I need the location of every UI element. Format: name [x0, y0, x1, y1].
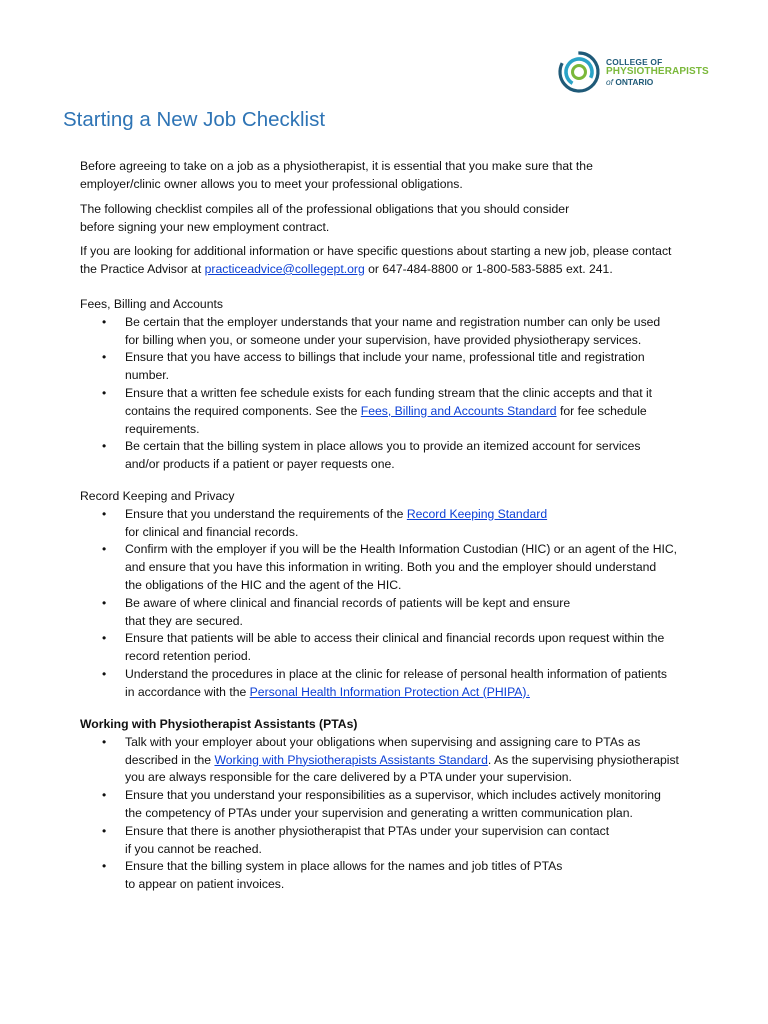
college-logo-emblem-icon — [556, 49, 602, 95]
list-item — [80, 823, 720, 859]
intro-p3-line-1: If you are looking for additional information or have specific questions about starting a new job, please contact — [80, 244, 672, 258]
ptas-b1-line-2-suffix: . As the supervising physiotherapist — [487, 752, 679, 767]
fees-billing-standard-link[interactable]: Fees, Billing and Accounts Standard — [360, 403, 557, 418]
fees-section — [80, 296, 720, 474]
list-item — [80, 666, 720, 702]
intro-p3-line-2-prefix: the Practice Advisor at — [80, 261, 205, 276]
ptas-b1-line-2-prefix: described in the — [125, 752, 215, 767]
records-b4-line-1: Ensure that patients will be able to access their clinical and financial records upon request within the — [125, 631, 665, 646]
fees-b1-line-1: Be certain that the employer understands that your name and registration number can only be used — [125, 314, 661, 329]
bullet-icon: • — [102, 666, 107, 681]
list-item — [80, 734, 720, 787]
ptas-b1-line-1: Talk with your employer about your obligations when supervising and assigning care to PTAs as — [125, 734, 641, 749]
intro-section — [80, 158, 720, 194]
records-b5-line-1: Understand the procedures in place at the clinic for release of personal health information of patients — [125, 666, 667, 681]
bullet-icon: • — [102, 350, 107, 365]
intro-paragraph-1 — [80, 158, 720, 194]
list-item — [80, 541, 720, 594]
intro-p1-line-1: Before agreeing to take on a job as a physiotherapist, it is essential that you make sure that the — [80, 159, 593, 173]
fees-b3-line-3: requirements. — [125, 421, 200, 436]
ptas-b4-line-2: to appear on patient invoices. — [125, 877, 285, 892]
records-b2-line-3: the obligations of the HIC and the agent of the HIC. — [125, 577, 402, 592]
list-item — [80, 314, 720, 350]
records-heading: Record Keeping and Privacy — [80, 489, 235, 503]
ptas-b2-line-1: Ensure that you understand your responsibilities as a supervisor, which includes actively monitoring — [125, 788, 661, 803]
list-item — [80, 385, 720, 438]
records-b1-line-1-prefix: Ensure that you understand the requirements of the — [125, 506, 407, 521]
pta-standard-link[interactable]: Working with Physiotherapists Assistants Standard — [214, 752, 488, 767]
records-bullet-list — [80, 506, 720, 702]
page-title: Starting a New Job Checklist — [63, 108, 326, 131]
ptas-b1-line-3: you are always responsible for the care delivered by a PTA under your supervision. — [125, 770, 572, 785]
list-item — [80, 630, 720, 666]
fees-b3-line-1: Ensure that a written fee schedule exists for each funding stream that the clinic accepts and that it — [125, 385, 653, 400]
record-keeping-standard-link[interactable]: Record Keeping Standard — [406, 506, 548, 521]
intro-paragraph-3 — [80, 243, 720, 279]
bullet-icon: • — [102, 788, 107, 803]
records-b3-line-2: that they are secured. — [125, 613, 243, 628]
fees-b4-line-1: Be certain that the billing system in place allows you to provide an itemized account for services — [125, 439, 641, 454]
records-b4-line-2: record retention period. — [125, 649, 252, 664]
fees-b2-line-1: Ensure that you have access to billings that include your name, professional title and registration — [125, 350, 645, 365]
bullet-icon: • — [102, 631, 107, 646]
ptas-section — [80, 716, 720, 894]
intro-p1-line-2: employer/clinic owner allows you to meet your professional obligations. — [80, 176, 463, 191]
list-item — [80, 858, 720, 894]
intro-p3-line-2-suffix: or 647-484-8800 or 1-800-583-5885 ext. 241. — [364, 261, 613, 276]
list-item — [80, 438, 720, 474]
fees-b3-line-2-suffix: for fee schedule — [556, 403, 647, 418]
ptas-b3-line-2: if you cannot be reached. — [125, 841, 262, 856]
intro-p2-line-1: The following checklist compiles all of the professional obligations that you should consider — [80, 202, 570, 216]
records-b2-line-1: Confirm with the employer if you will be the Health Information Custodian (HIC) or an agent of the HIC, — [125, 542, 678, 557]
records-b5-line-2-prefix: in accordance with the — [125, 684, 250, 699]
records-section — [80, 488, 720, 702]
practice-advice-email-link[interactable]: practiceadvice@collegept.org — [204, 261, 365, 276]
fees-b1-line-2: for billing when you, or someone under your supervision, have provided physiotherapy services. — [125, 332, 642, 347]
list-item — [80, 787, 720, 823]
bullet-icon: • — [102, 823, 107, 838]
records-b1-line-2: for clinical and financial records. — [125, 524, 299, 539]
records-b2-line-2: and ensure that you have this information in writing. Both you and the employer should understand — [125, 560, 657, 575]
bullet-icon: • — [102, 595, 107, 610]
list-item — [80, 595, 720, 631]
bullet-icon: • — [102, 542, 107, 557]
list-item — [80, 349, 720, 385]
ptas-b2-line-2: the competency of PTAs under your supervision and generating a written communication plan. — [125, 805, 633, 820]
bullet-icon: • — [102, 734, 107, 749]
phipa-link[interactable]: Personal Health Information Protection Act (PHIPA). — [249, 684, 530, 699]
bullet-icon: • — [102, 506, 107, 521]
bullet-icon: • — [102, 314, 107, 329]
logo-line-3-rest: ONTARIO — [615, 77, 654, 87]
records-b3-line-1: Be aware of where clinical and financial records of patients will be kept and ensure — [125, 595, 571, 610]
bullet-icon: • — [102, 859, 107, 874]
intro-section-2 — [80, 201, 720, 237]
intro-section-3 — [80, 243, 720, 279]
intro-p2-line-2: before signing your new employment contract. — [80, 219, 330, 234]
fees-heading: Fees, Billing and Accounts — [80, 297, 223, 311]
college-logo — [556, 46, 709, 98]
logo-line-3-italic: of — [606, 77, 613, 87]
fees-b2-line-2: number. — [125, 368, 170, 383]
intro-paragraph-2 — [80, 201, 720, 237]
college-logo-wordmark — [606, 57, 709, 87]
logo-line-3 — [606, 77, 709, 87]
fees-b3-line-2-prefix: contains the required components. See the — [125, 403, 361, 418]
fees-bullet-list — [80, 314, 720, 474]
ptas-bullet-list — [80, 734, 720, 894]
logo-line-2: PHYSIOTHERAPISTS — [606, 66, 709, 77]
bullet-icon: • — [102, 385, 107, 400]
list-item — [80, 506, 720, 542]
fees-b4-line-2: and/or products if a patient or payer requests one. — [125, 457, 395, 472]
bullet-icon: • — [102, 439, 107, 454]
logo-line-1: COLLEGE OF — [606, 57, 663, 67]
ptas-b3-line-1: Ensure that there is another physiotherapist that PTAs under your supervision can contact — [125, 823, 610, 838]
ptas-heading: Working with Physiotherapist Assistants (PTAs) — [80, 717, 358, 731]
ptas-b4-line-1: Ensure that the billing system in place allows for the names and job titles of PTAs — [125, 859, 563, 874]
